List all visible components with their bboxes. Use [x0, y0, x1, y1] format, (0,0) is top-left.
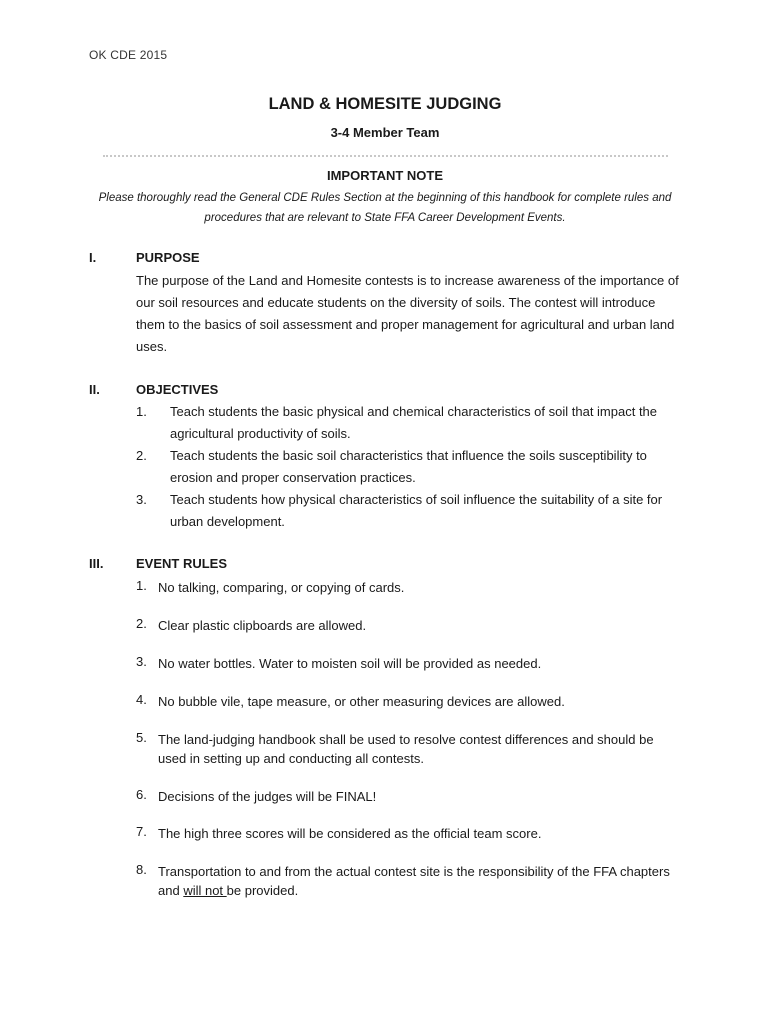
objectives-section-number: II.	[89, 382, 100, 397]
purpose-paragraph: The purpose of the Land and Homesite contests is to increase awareness of the importance of our soil resources and educate students on the diversity of soils. The contest will introduce them to the basics of soil assessment and proper management for agricultural and urban land uses.	[136, 273, 679, 354]
rule-number: 1.	[136, 578, 147, 593]
objective-number: 1.	[136, 404, 147, 419]
dotted-divider	[103, 155, 668, 157]
rule-number: 5.	[136, 730, 147, 745]
note-heading: IMPORTANT NOTE	[326, 168, 444, 183]
objective-text: Teach students the basic physical and chemical characteristics of soil that impact the agricultural productivity of soils.	[170, 404, 658, 441]
rule-text: The land-judging handbook shall be used to resolve contest differences and should be used in setting up and conducting all contests.	[158, 732, 654, 766]
rule-number: 4.	[136, 692, 147, 707]
rules-section-number: III.	[89, 556, 104, 571]
note-text: Please thoroughly read the General CDE Rules Section at the beginning of this handbook for complete rules and procedures that are relevant to State FFA Career Development Events.	[98, 192, 672, 224]
rule-text: The high three scores will be considered as the official team score.	[158, 826, 542, 841]
rule-text: Decisions of the judges will be FINAL!	[158, 789, 377, 804]
objective-number: 3.	[136, 492, 147, 507]
objective-number: 2.	[136, 448, 147, 463]
objective-text: Teach students the basic soil characteristics that influence the soils susceptibility to erosion and proper conservation practices.	[170, 448, 647, 485]
rule-number: 8.	[136, 862, 147, 877]
header-label: OK CDE 2015	[89, 48, 168, 62]
rule-text: No bubble vile, tape measure, or other measuring devices are allowed.	[158, 694, 565, 709]
rule-number: 2.	[136, 616, 147, 631]
rule-text-underlined: will not	[183, 883, 227, 898]
rule-number: 7.	[136, 824, 147, 839]
rule-text-part: be provided.	[226, 883, 299, 898]
rule-number: 3.	[136, 654, 147, 669]
purpose-section-title: PURPOSE	[136, 250, 200, 265]
objective-text: Teach students how physical characteristics of soil influence the suitability of a site for urban development.	[170, 492, 663, 529]
purpose-section-number: I.	[89, 250, 97, 265]
rule-text: No talking, comparing, or copying of cards.	[158, 580, 405, 595]
rules-section-title: EVENT RULES	[136, 556, 228, 571]
objectives-section-title: OBJECTIVES	[136, 382, 219, 397]
rule-text-part: Transportation to and from the actual contest site is the responsibility of the FFA chapters and	[158, 864, 670, 898]
rule-text: Clear plastic clipboards are allowed.	[158, 618, 367, 633]
rule-text	[158, 862, 678, 900]
document-subtitle: 3-4 Member Team	[330, 125, 440, 140]
rule-number: 6.	[136, 787, 147, 802]
rule-text: No water bottles. Water to moisten soil will be provided as needed.	[158, 656, 542, 671]
document-title: LAND & HOMESITE JUDGING	[268, 95, 502, 113]
